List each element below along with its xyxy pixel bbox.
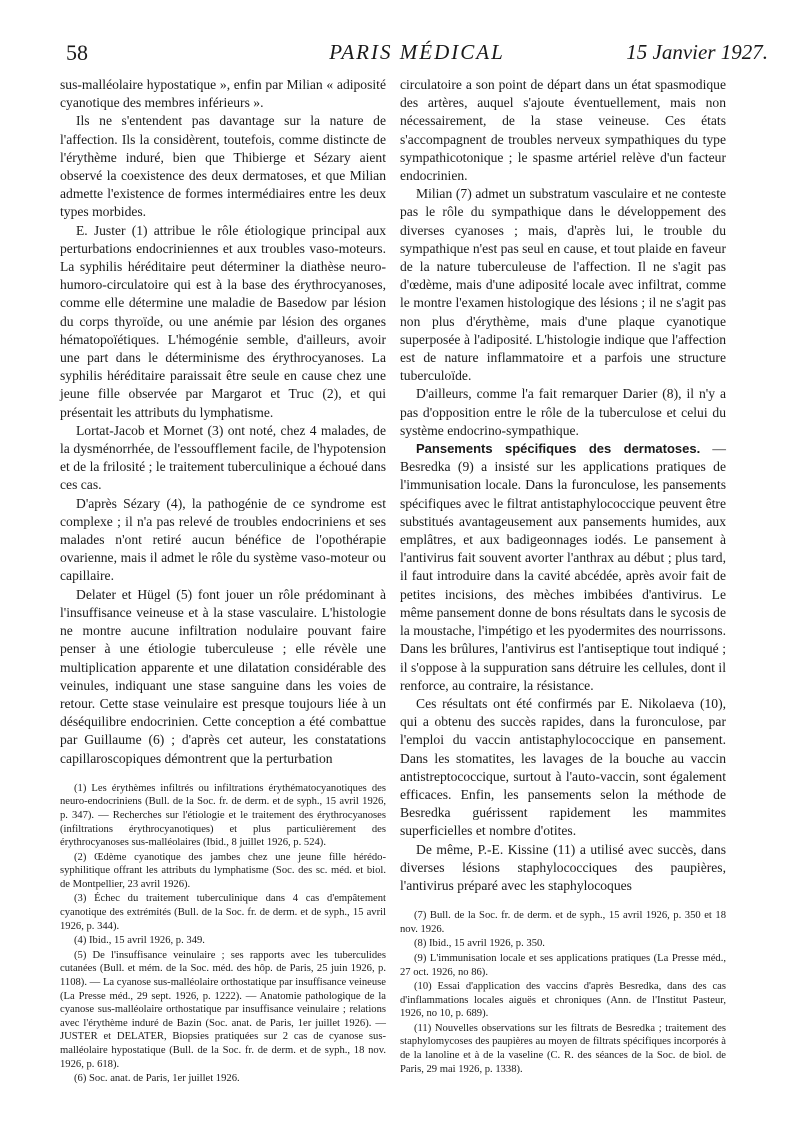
right-column — [400, 76, 726, 1077]
footnote: (1) Les érythèmes infiltrés ou infiltrations érythématocyanotiques des neuro-endocriniens (Bull. de la Soc. fr. de derm. et de syph., 15 avril 1926, p. 347). — Recherches sur l'étiologie et le traitement des érythrocyanoses (infiltrations érythrocyanotiques) et plus particulièrement des érythrocyanoses sus-malléolaires (Ibid., 8 juillet 1926, p. 524). — [60, 782, 386, 849]
footnote: (10) Essai d'application des vaccins d'après Besredka, dans des cas d'inflammations locales aiguës et chroniques (Ann. de l'Institut Pasteur, 1926, no 10, p. 689). — [400, 981, 726, 1020]
paragraph: Ils ne s'entendent pas davantage sur la nature de l'affection. Ils la considèrent, toutefois, comme distincte de l'érythème induré, bien que Thibierge et Sézary aient observé la coexistence des deux dermatoses, et que Milian admette l'existence de formes intermédiaires entre les deux types morbides. — [60, 113, 386, 220]
footnote: (3) Échec du traitement tuberculinique dans 4 cas d'empâtement cyanotique des extrémités (Bull. de la Soc. fr. de derm. et de syph., 15 avril 1926, p. 344). — [60, 893, 386, 932]
left-column — [60, 76, 386, 1087]
section-text: — Besredka (9) a insisté sur les applications pratiques de l'immunisation locale. Dans la furonculose, les pansements spécifiques avec le filtrat antistaphylococcique peuvent être substitués avantageusement aux pansements humides, aux emplâtres, et aux badigeonnages iodés. Le pansement à l'antivirus fait souvent avorter l'anthrax au début ; plus tard, il faut introduire dans la cavité abcédée, après avoir fait de petites incisions, des mèches imbibées d'antivirus. Le même pansement donne de bons résultats dans le sycosis de la moustache, l'impétigo et les pyodermites des nourrissons. Dans les brûlures, l'antivirus est l'antiseptique tout indiqué ; il s'oppose à la suppuration sans détruire les cellules, dont il renforce, au contraire, la résistance. — [400, 441, 726, 693]
paragraph: Ces résultats ont été confirmés par E. Nikolaeva (10), qui a obtenu des succès rapides, dans la furonculose, par l'emploi du vaccin antistaphylococcique en pansement. Dans les stomatites, les lavages de la bouche au vaccin antistreptococcique, surtout à l'auto-vaccin, sont également efficaces. Enfin, les pansements selon la méthode de Besredka guérissent rapidement les mammites superficielles et nombre d'otites. — [400, 695, 726, 839]
paragraph: D'ailleurs, comme l'a fait remarquer Darier (8), il n'y a pas d'opposition entre le rôle de la tuberculose et celui du système endocrino-sympathique. — [400, 386, 726, 438]
paragraph: Lortat-Jacob et Mornet (3) ont noté, chez 4 malades, de la dysménorrhée, de l'essoufflement facile, de l'hypotension et de la frilosité ; le traitement tuberculinique a échoué dans ces cas. — [60, 422, 386, 493]
footnote: (2) Œdème cyanotique des jambes chez une jeune fille hérédo-syphilitique offrant les attributs du lymphatisme (Soc. des sc. méd. et biol. de Montpellier, 23 avril 1926). — [60, 851, 386, 890]
journal-title: PARIS MÉDICAL — [329, 40, 505, 64]
paragraph: Delater et Hügel (5) font jouer un rôle prédominant à l'insuffisance veineuse et à la stase vasculaire. L'histologie ne montre aucune infiltration nodulaire pouvant faire penser à une étiologie tuberculeuse ; elle révèle une multiplication apparente et une dilatation considérable des veinules, indiquant une stase sanguine dans les voies de retour. Cette stase veinulaire est presque toujours liée à un déséquilibre endocrinien. Cette conception a été combattue par Guillaume (6) ; d'après cet auteur, les constatations capillaroscopiques démontrent que la perturbation — [60, 586, 386, 766]
footnote-separator — [400, 895, 726, 909]
paragraph: Milian (7) admet un substratum vasculaire et ne conteste pas le rôle du sympathique dans le développement des diverses cyanoses ; mais, d'après lui, le trouble du sympathique n'est pas seul en cause, et tout plaide en faveur de la nature tuberculeuse de l'affection. Il ne s'agit pas d'œdème, mais d'une adiposité locale avec infiltrat, comme le montre l'examen histologique des lésions ; il ne s'agit pas non plus d'érythème, mais d'une plaque cyanotique superposée à l'adiposité. L'histologie indique que l'affection est de nature inflammatoire et a parfois une structure tuberculoïde. — [400, 186, 726, 384]
paragraph: circulatoire a son point de départ dans un état spasmodique des artères, auquel s'ajoute éventuellement, mais non nécessairement, de la stase veineuse. Ces états s'accompagnent de troubles nerveux sympathiques du type sympathicotonique ; le spasme artériel relève d'un facteur endocrinien. — [400, 77, 726, 184]
footnote: (6) Soc. anat. de Paris, 1er juillet 1926. — [74, 1073, 240, 1085]
left-footnotes — [60, 782, 386, 1086]
page-header — [66, 38, 768, 74]
paragraph: sus-malléolaire hypostatique », enfin par Milian « adiposité cyanotique des membres inférieurs ». — [60, 77, 386, 111]
paragraph: D'après Sézary (4), la pathogénie de ce syndrome est complexe ; il n'a pas relevé de troubles endocriniens et ses malades n'ont retiré aucun bénéfice de l'opothérapie ovarienne, mais il admet le rôle du système vaso-moteur ou capillaire. — [60, 495, 386, 584]
footnote-separator — [60, 768, 386, 782]
footnote: (9) L'immunisation locale et ses applications pratiques (La Presse méd., 27 oct. 1926, no 86). — [400, 952, 726, 978]
footnote: (5) De l'insuffisance veinulaire ; ses rapports avec les tuberculides cutanées (Bull. et mém. de la Soc. méd. des hôp. de Paris, 25 juin 1926, p. 1108). — La cyanose sus-malléolaire orthostatique par insuffisance veineuse (La Presse méd., 29 sept. 1926, p. 1222). — Anatomie pathologique de la cyanose sus-malléolaire orthostatique par insuffisance veinulaire ; relations avec l'érythème induré de Bazin (Soc. anat. de Paris, 1er juillet 1926). — JUSTER et DELATER, Biopsies pratiquées sur 2 cas de cyanose sus-malléolaire hypostatique (Bull. de la Soc. fr. de derm. et de syph., 18 nov. 1926, p. 618). — [60, 949, 386, 1070]
page-number: 58 — [66, 40, 88, 65]
section-heading: Pansements spécifiques des dermatoses. — [416, 441, 701, 457]
right-footnotes — [400, 909, 726, 1076]
footnote: (4) Ibid., 15 avril 1926, p. 349. — [74, 935, 205, 947]
footnote: (7) Bull. de la Soc. fr. de derm. et de syph., 15 avril 1926, p. 350 et 18 nov. 1926. — [400, 910, 726, 935]
footnote: (11) Nouvelles observations sur les filtrats de Besredka ; traitement des staphylomycoses des paupières au moyen de filtrats spécifiques incorporés à de la lanoline et à de la vaseline (C. R. des séances de la Soc. de biol. de Paris, 29 mai 1926, p. 1338). — [400, 1022, 726, 1075]
section-paragraph — [400, 440, 726, 695]
paragraph: E. Juster (1) attribue le rôle étiologique principal aux perturbations endocriniennes et aux troubles vaso-moteurs. La syphilis héréditaire peut déterminer la diathèse neuro-humoro-circulatoire qui est à la base des érythrocyanoses, comme elle détermine une maladie de Basedow par lésion du corps thyroïde, ou une anémie par lésion des organes hématopoïétiques. L'hémogénie semble, d'ailleurs, avoir une part dans le déterminisme des érythrocyanoses. La syphilis héréditaire paraissait être seule en cause chez une jeune fille observée par Margarot et Truc (2), et qui présentait les attributs du lymphatisme. — [60, 222, 386, 420]
paragraph: De même, P.-E. Kissine (11) a utilisé avec succès, dans diverses lésions staphylococciques des paupières, l'antivirus préparé avec les staphylocoques — [400, 841, 726, 893]
issue-date: 15 Janvier 1927. — [626, 40, 768, 64]
footnote: (8) Ibid., 15 avril 1926, p. 350. — [414, 938, 545, 950]
